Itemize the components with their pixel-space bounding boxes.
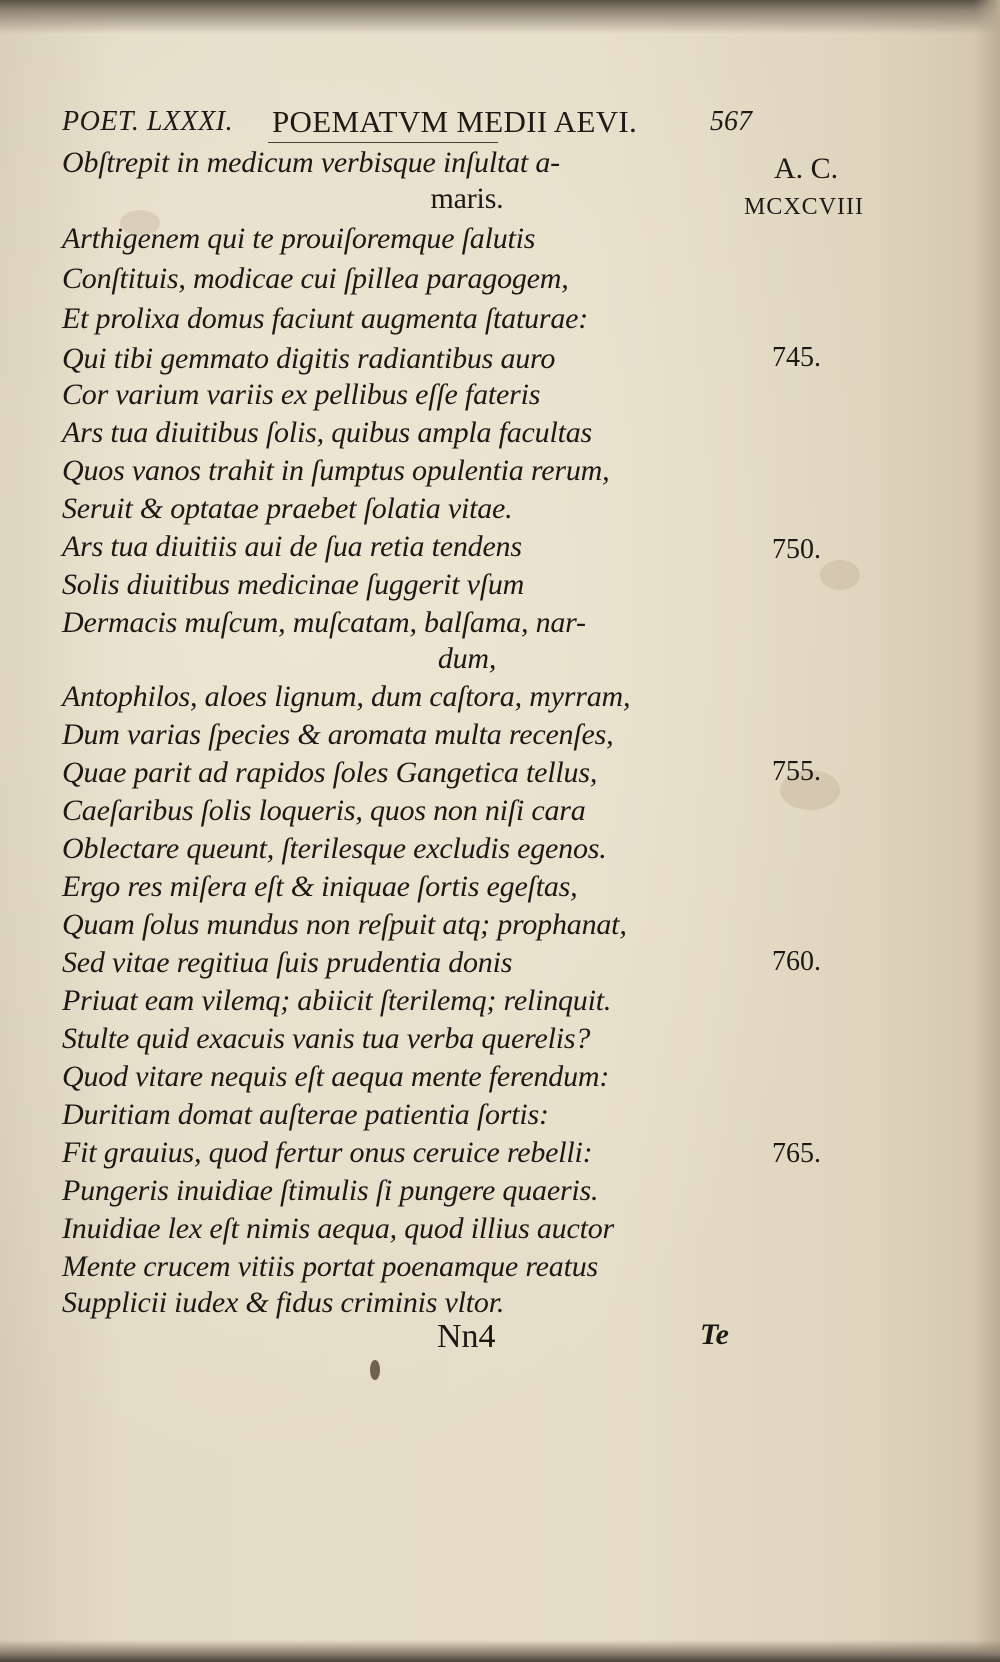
page-number: 567 (710, 106, 752, 137)
verse-line (62, 1136, 752, 1170)
verse-line-text: Antophilos, aloes lignum, dum caſtora, myrram, (62, 680, 631, 713)
line-number: 750. (772, 534, 821, 565)
verse-line (62, 984, 752, 1018)
verse-line-text: Ergo res miſera eſt & iniquae ſortis egeſtas, (62, 870, 578, 903)
verse-line (62, 568, 752, 602)
verse-line-text: Priuat eam vilemq; abiicit ſterilemq; relinquit. (62, 984, 612, 1017)
margin-era-label: A. C. (774, 152, 839, 185)
verse-line (62, 908, 752, 942)
verse-line-text: Fit grauius, quod fertur onus ceruice rebelli: (62, 1136, 593, 1169)
verse-line-text: Solis diuitibus medicinae ſuggerit vſum (62, 568, 525, 601)
verse-line-text: Cor varium variis ex pellibus eſſe fateris (62, 378, 541, 411)
verse-line (62, 378, 752, 412)
verse-line-text: Et prolixa domus faciunt augmenta ſtaturae: (62, 302, 589, 335)
header-title: POEMATVM MEDII AEVI. (272, 104, 638, 139)
verse-line (62, 680, 752, 714)
verse-line-text: Duritiam domat auſterae patientia ſortis: (62, 1098, 549, 1131)
verse-line (62, 794, 752, 828)
page-top-shadow (0, 0, 1000, 34)
verse-line (62, 454, 752, 488)
verse-line-text: maris. (430, 182, 504, 215)
verse-line-continuation (62, 182, 752, 216)
verse-line-text: Oblectare queunt, ſterilesque excludis egenos. (62, 832, 607, 865)
verse-line-text: Arthigenem qui te prouiſoremque ſalutis (62, 222, 536, 255)
line-number: 755. (772, 756, 821, 787)
verse-line (62, 870, 752, 904)
verse-line (62, 302, 752, 336)
verse-line (62, 1286, 505, 1320)
verse-line-text: Quos vanos trahit in ſumptus opulentia rerum, (62, 454, 610, 487)
verse-line (62, 1098, 752, 1132)
verse-line-text: Quam ſolus mundus non reſpuit atq; prophanat, (62, 908, 627, 941)
verse-line-text: Sed vitae regitiua ſuis prudentia donis (62, 946, 513, 979)
verse-line-text: Inuidiae lex eſt nimis aequa, quod illius auctor (62, 1212, 614, 1245)
paper-stain (370, 1360, 380, 1380)
page-bottom-edge (0, 1640, 1000, 1662)
verse-line-text: Quae parit ad rapidos ſoles Gangetica tellus, (62, 756, 598, 789)
header-rule (268, 142, 498, 143)
verse-line (62, 1060, 752, 1094)
verse-line-text: Seruit & optatae praebet ſolatia vitae. (62, 492, 513, 525)
verse-line (62, 262, 752, 296)
verse-line-text: Dermacis muſcum, muſcatam, balſama, nar- (62, 606, 586, 639)
header-section-label: POET. LXXXI. (62, 106, 234, 137)
verse-line (62, 1212, 752, 1246)
verse-line-text: Mente crucem vitiis portat poenamque reatus (62, 1250, 598, 1283)
verse-line (62, 342, 752, 376)
verse-line-text: Qui tibi gemmato digitis radiantibus auro (62, 342, 556, 375)
verse-line-text: Stulte quid exacuis vanis tua verba querelis? (62, 1022, 591, 1055)
line-number: 760. (772, 946, 821, 977)
line-number: 765. (772, 1138, 821, 1169)
verse-line (62, 718, 752, 752)
verse-line (62, 606, 752, 640)
verse-line-text: Dum varias ſpecies & aromata multa recenſes, (62, 718, 614, 751)
catchword: Te (700, 1318, 729, 1351)
verse-line (62, 222, 752, 256)
paper-stain (820, 560, 860, 590)
verse-line-text: Quod vitare nequis eſt aequa mente ferendum: (62, 1060, 610, 1093)
verse-line (62, 530, 752, 564)
verse-line (62, 146, 752, 180)
verse-line-text: dum, (437, 642, 497, 675)
verse-line (62, 946, 752, 980)
line-number: 745. (772, 342, 821, 373)
verse-line (62, 1022, 752, 1056)
verse-line-text: Supplicii iudex & fidus criminis vltor. (62, 1286, 505, 1319)
verse-line-text: Ars tua diuitiis aui de ſua retia tendens (62, 530, 522, 563)
verse-line (62, 416, 752, 450)
verse-line-text: Obſtrepit in medicum verbisque inſultat a- (62, 146, 560, 179)
margin-year-label: MCXCVIII (744, 194, 864, 220)
verse-line (62, 1174, 752, 1208)
signature-mark: Nn4 (437, 1318, 496, 1355)
running-header (62, 100, 752, 142)
verse-line-text: Caeſaribus ſolis loqueris, quos non niſi cara (62, 794, 586, 827)
verse-line (62, 1250, 752, 1284)
verse-line (62, 756, 752, 790)
verse-line-text: Conſtituis, modicae cui ſpillea paragogem, (62, 262, 569, 295)
verse-line-text: Ars tua diuitibus ſolis, quibus ampla facultas (62, 416, 593, 449)
verse-line-text: Pungeris inuidiae ſtimulis ſi pungere quaeris. (62, 1174, 599, 1207)
verse-line-continuation (62, 642, 752, 676)
verse-line (62, 832, 752, 866)
page-right-edge (974, 0, 1000, 1662)
verse-line (62, 492, 752, 526)
